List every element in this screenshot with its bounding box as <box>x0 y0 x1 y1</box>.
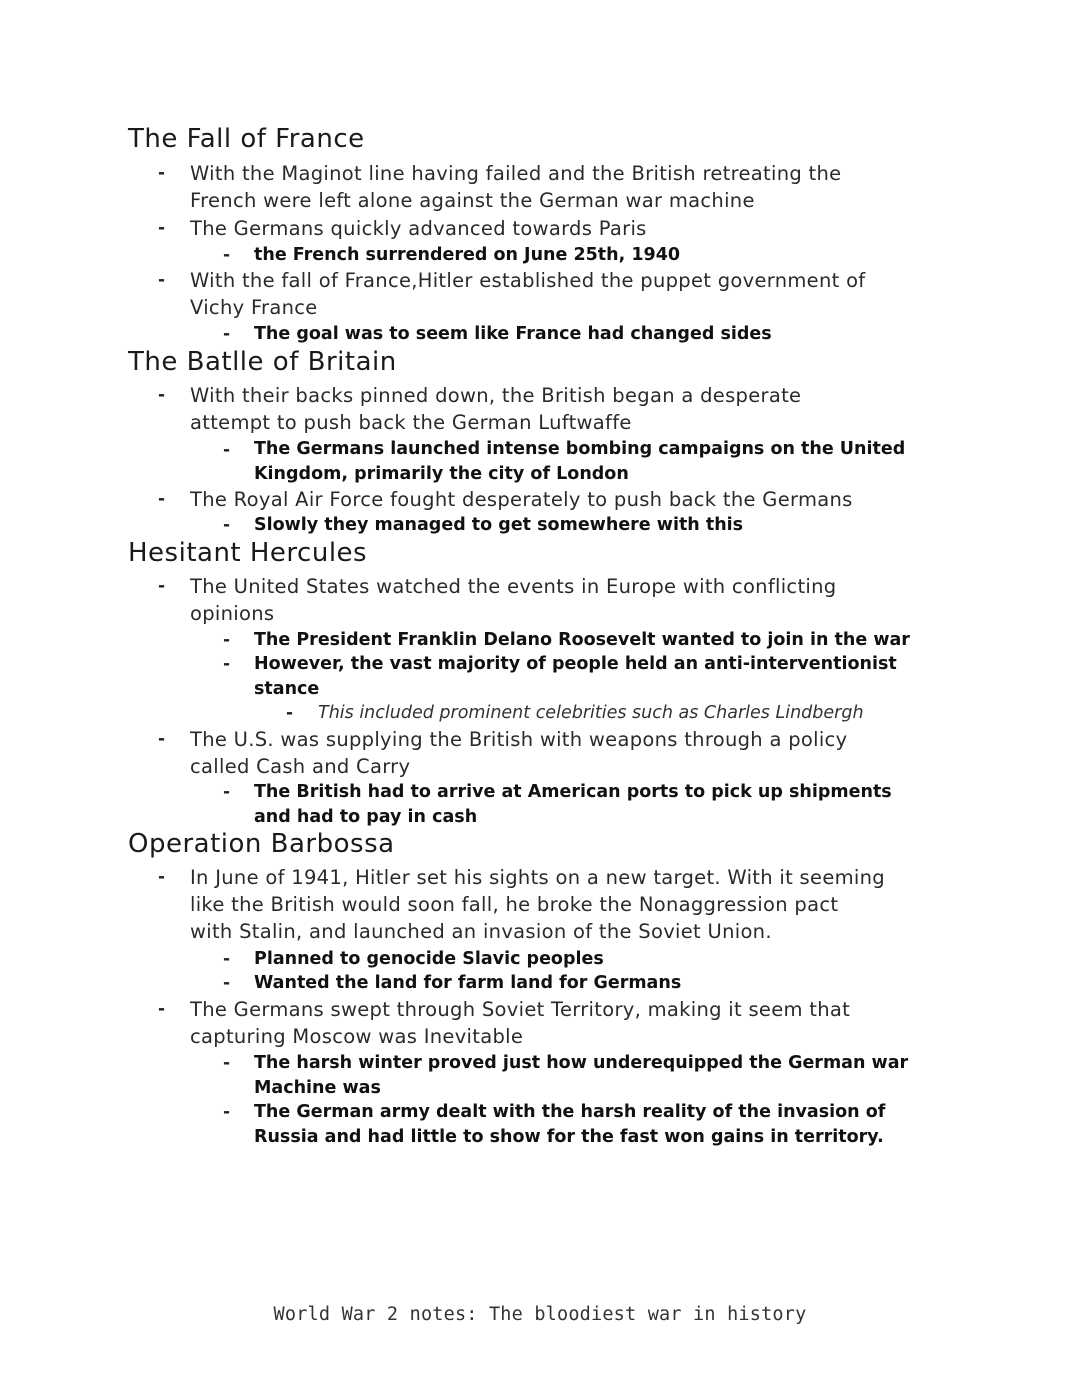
note-line: The Germans launched intense bombing campaigns on the United <box>254 439 906 459</box>
note-subitem <box>254 1100 885 1149</box>
note-line: the French surrendered on June 25th, 1940 <box>254 245 681 265</box>
page-footer: World War 2 notes: The bloodiest war in history <box>273 1304 807 1325</box>
note-line: opinions <box>190 602 275 625</box>
note-subitem <box>254 652 897 701</box>
bullet: - <box>158 218 166 238</box>
bullet: - <box>223 1053 231 1073</box>
note-subitem <box>254 947 604 972</box>
note-line: The United States watched the events in Europe with conflicting <box>190 575 837 598</box>
note-line: The British had to arrive at American ports to pick up shipments <box>254 782 892 802</box>
note-line: Slowly they managed to get somewhere with this <box>254 515 744 535</box>
note-line: The U.S. was supplying the British with weapons through a policy <box>190 728 848 751</box>
note-line: With the fall of France,Hitler established the puppet government of <box>190 269 866 292</box>
note-line: called Cash and Carry <box>190 755 411 778</box>
note-subitem <box>254 1051 908 1100</box>
note-line: attempt to push back the German Luftwaffe <box>190 411 632 434</box>
bullet: - <box>223 1102 231 1122</box>
note-line: The Germans swept through Soviet Territory, making it seem that <box>190 998 851 1021</box>
note-line: The President Franklin Delano Roosevelt wanted to join in the war <box>254 630 910 650</box>
bullet: - <box>223 245 231 265</box>
note-item <box>190 726 847 780</box>
note-subitem <box>254 322 772 347</box>
heading-operation-barbossa: Operation Barbossa <box>128 829 395 859</box>
note-line: However, the vast majority of people held an anti-interventionist <box>254 654 897 674</box>
note-line: Planned to genocide Slavic peoples <box>254 949 604 969</box>
note-line: The German army dealt with the harsh reality of the invasion of <box>254 1102 886 1122</box>
bullet: - <box>158 867 166 887</box>
note-subitem <box>254 513 743 538</box>
note-line: stance <box>254 678 320 699</box>
bullet: - <box>223 973 231 993</box>
note-subitem <box>254 628 910 653</box>
note-line: like the British would soon fall, he broke the Nonaggression pact <box>190 893 839 916</box>
note-item <box>190 267 865 321</box>
bullet: - <box>286 703 294 723</box>
note-subitem <box>254 971 681 996</box>
note-item <box>190 996 850 1050</box>
bullet: - <box>158 729 166 749</box>
bullet: - <box>223 782 231 802</box>
note-line: Russia and had little to show for the fast won gains in territory. <box>254 1126 884 1147</box>
heading-battle-of-britain: The Batlle of Britain <box>128 347 397 377</box>
note-item <box>190 573 836 627</box>
note-line: With their backs pinned down, the British began a desperate <box>190 384 802 407</box>
note-line: The Royal Air Force fought desperately to push back the Germans <box>190 488 853 511</box>
bullet: - <box>158 576 166 596</box>
note-line: Wanted the land for farm land for Germans <box>254 973 682 993</box>
bullet: - <box>158 489 166 509</box>
note-item <box>190 864 885 945</box>
note-line: with Stalin, and launched an invasion of the Soviet Union. <box>190 920 772 943</box>
heading-fall-of-france: The Fall of France <box>128 124 365 154</box>
note-item <box>190 160 841 214</box>
bullet: - <box>223 440 231 460</box>
note-line: and had to pay in cash <box>254 806 478 827</box>
bullet: - <box>158 270 166 290</box>
bullet: - <box>223 654 231 674</box>
note-line: French were left alone against the German war machine <box>190 189 755 212</box>
note-line: The harsh winter proved just how underequipped the German war <box>254 1053 909 1073</box>
note-line: The Germans quickly advanced towards Paris <box>190 217 647 240</box>
note-subitem <box>254 780 892 829</box>
note-line: Kingdom, primarily the city of London <box>254 463 629 484</box>
note-subitem <box>254 437 905 486</box>
bullet: - <box>158 385 166 405</box>
heading-hesitant-hercules: Hesitant Hercules <box>128 538 368 568</box>
note-line: capturing Moscow was Inevitable <box>190 1025 524 1048</box>
note-line: In June of 1941, Hitler set his sights on a new target. With it seeming <box>190 866 885 889</box>
bullet: - <box>223 630 231 650</box>
bullet: - <box>223 949 231 969</box>
bullet: - <box>223 324 231 344</box>
bullet: - <box>158 163 166 183</box>
note-item <box>190 215 647 242</box>
note-item <box>190 486 853 513</box>
note-subsubitem <box>318 701 864 725</box>
bullet: - <box>158 999 166 1019</box>
note-subitem <box>254 243 680 268</box>
note-line: Machine was <box>254 1077 381 1098</box>
note-line: This included prominent celebrities such as Charles Lindbergh <box>318 703 864 723</box>
bullet: - <box>223 515 231 535</box>
note-item <box>190 382 801 436</box>
note-line: With the Maginot line having failed and the British retreating the <box>190 162 842 185</box>
note-line: Vichy France <box>190 296 318 319</box>
note-line: The goal was to seem like France had changed sides <box>254 324 772 344</box>
